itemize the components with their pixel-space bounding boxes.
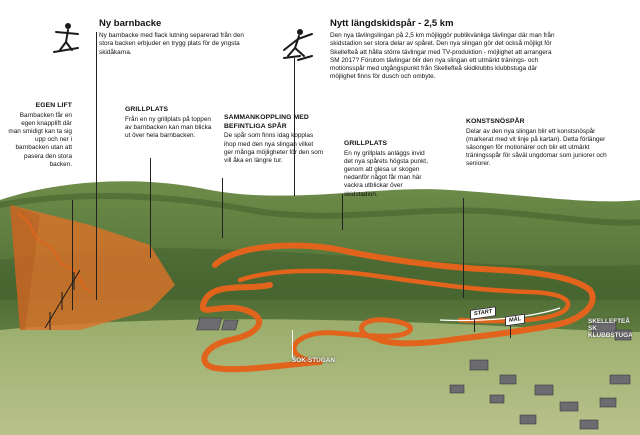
label-sok-stugan: SOK-STUGAN	[292, 357, 335, 364]
callout-barnbacke	[99, 18, 247, 57]
label-klubbstuga: SKELLEFTEÅ SK KLUBBSTUGA	[588, 318, 633, 339]
callout-grill2	[344, 140, 428, 199]
grill1-body: Från en ny grillplats på toppen av barnbacken kan man blicka ut över hela barnbacken.	[125, 115, 212, 140]
grill2-body: En ny grillplats anläggs invid det nya spårets högsta punkt, genom att glesa ur skogen nedanför något får man här vackra utblickar över skidstadion.	[344, 149, 428, 198]
grill1-title: GRILLPLATS	[125, 106, 169, 113]
leader-sammankoppling	[222, 178, 223, 238]
langdspar-title: Nytt längdskidspår - 2,5 km	[330, 18, 454, 29]
sammankoppling-body: De spår som finns idag kopplas ihop med den nya slingan vilket ger många möjligheter för den som vill åka en längre tur.	[224, 132, 324, 164]
leader-konstsno	[463, 198, 464, 298]
callout-konstsno	[466, 118, 622, 169]
mal-flag: MÅL	[505, 314, 525, 327]
callout-langdspar	[330, 18, 556, 81]
sammankoppling-title: SAMMANKOPPLING MED BEFINTLIGA SPÅR	[224, 114, 309, 130]
barnbacke-body: Ny barnbacke med flack lutning separerad från den stora backen erbjuder en trygg plats för de yngsta skidåkarna.	[99, 32, 244, 56]
konstsno-body: Delar av den nya slingan blir ett konstsnöspår (markerat med vit linje på kartan). Detta förlänger säsongen för motionärer och blir ett utmärkt träningsspår för såväl ungdomar som juniorer och seniorer.	[466, 127, 607, 168]
leader-sok-stugan	[292, 330, 293, 358]
callout-sammankoppling	[224, 114, 324, 165]
barnbacke-title: Ny barnbacke	[99, 18, 162, 29]
leader-grill2	[342, 194, 343, 230]
start-flag: START	[470, 306, 496, 320]
langdspar-body: Den nya tävlingslingan på 2,5 km möjliggör publikvänliga tävlingar där man från skidstadion ser stora delar av spåret. Den nya slingan gör det också möjligt för Skellefteå att hålla större tävlingar med TV-produktion - möjlighet att arrangera SM 2017? Förutom tävlingar blir den nya slingan ett utmärkt tränings- och motionsspår med utgångspunkt från Skellefteå skidklubbs klubbstuga där möjlighet finns för dusch och ombyte.	[330, 32, 555, 81]
callout-lift	[8, 102, 72, 169]
leader-grill1	[150, 158, 151, 258]
lift-body: Barnbacken får en egen knapplift där man smidigt kan ta sig upp och ner i barnbacken utan att pasera den stora backen.	[8, 111, 72, 168]
lowland-field	[0, 319, 640, 435]
leader-lift	[72, 200, 73, 310]
konstsno-title: KONSTSNÖSPÅR	[466, 118, 525, 125]
skier-downhill-icon	[54, 23, 78, 52]
skier-crosscountry-icon	[284, 29, 312, 60]
lift-title: EGEN LIFT	[35, 102, 72, 109]
callout-grill1	[125, 106, 215, 140]
leader-barnbacke	[96, 32, 97, 300]
grill2-title: GRILLPLATS	[344, 140, 388, 147]
